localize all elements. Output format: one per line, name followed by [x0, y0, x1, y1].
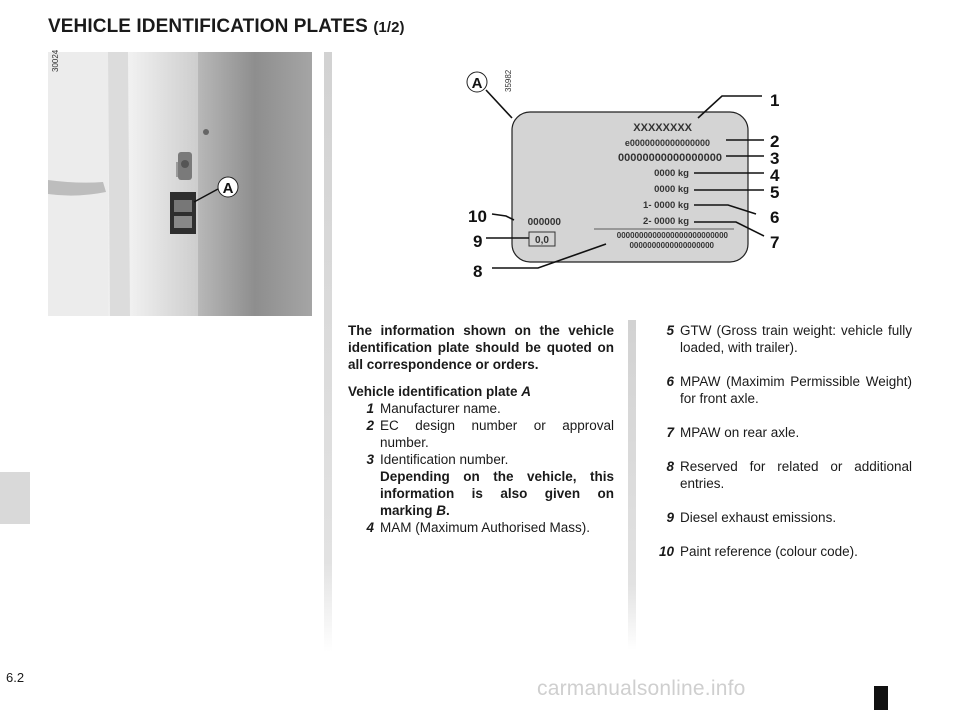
- column-bar-left: [324, 52, 332, 652]
- plate-diagram: [336, 52, 936, 292]
- label-8: 8: [473, 262, 483, 281]
- plate-line-4: 0000 kg: [654, 168, 689, 179]
- column-bar-right: [628, 320, 636, 650]
- plate-line-1: XXXXXXXX: [633, 122, 692, 134]
- plate-line-6: 1- 0000 kg: [643, 200, 689, 211]
- label-10: 10: [468, 207, 487, 226]
- list-item: 4 MAM (Maximum Authorised Mass).: [366, 520, 591, 535]
- list-item: 2 EC design number or approval number.: [366, 418, 614, 450]
- list-item: 3 Identification number. Depending on the vehicle, this information is also given on marking B.: [366, 452, 614, 518]
- plate-line-8a: 0000000000000000000000000: [616, 231, 728, 240]
- right-column: [650, 322, 912, 577]
- list-item: 7 MPAW on rear axle.: [666, 425, 800, 440]
- chapter-tab: [0, 472, 30, 524]
- label-7: 7: [770, 233, 780, 252]
- label-2: 2: [770, 132, 780, 151]
- title-part: (1/2): [373, 19, 405, 36]
- left-column: [348, 322, 614, 536]
- list-item: 10 Paint reference (colour code).: [658, 544, 858, 559]
- intro-text: The information shown on the vehicle identification plate should be quoted on all correspondence or orders.: [348, 323, 614, 372]
- door-pillar-photo: [48, 49, 312, 316]
- watermark: carmanualsonline.info: [537, 677, 746, 700]
- list-item: 1 Manufacturer name.: [366, 401, 501, 416]
- list-item: 9 Diesel exhaust emissions.: [666, 510, 837, 525]
- page-number: 6.2: [6, 670, 25, 685]
- plate-line-2: e0000000000000000: [624, 138, 710, 148]
- door-pillar-illustration: [48, 49, 312, 316]
- list-item: 6 MPAW (Maximim Permissible Weight) for front axle.: [666, 374, 912, 406]
- label-9: 9: [473, 232, 483, 251]
- plate-line-3: 00000000000000000: [617, 152, 722, 164]
- photo-reference-code: 30024: [51, 49, 60, 72]
- title-main: VEHICLE IDENTIFICATION PLATES: [48, 16, 374, 37]
- label-6: 6: [770, 208, 780, 227]
- plate-line-10: 000000: [527, 217, 561, 228]
- bookmark-marker: [874, 686, 888, 710]
- list-item: 8 Reserved for related or additional entries.: [666, 459, 912, 491]
- section-heading: Vehicle identification plate A: [348, 384, 532, 399]
- plate-line-5: 0000 kg: [654, 184, 689, 195]
- label-3: 3: [770, 149, 780, 168]
- page-title: [48, 16, 405, 38]
- heading-ref: A: [521, 384, 532, 399]
- diagram-callout-a: A: [471, 75, 483, 92]
- plate-line-7: 2- 0000 kg: [643, 216, 689, 227]
- diagram-reference-code: 35982: [504, 69, 513, 92]
- label-1: 1: [770, 91, 780, 110]
- label-4: 4: [770, 166, 780, 185]
- plate-line-9: 0,0: [535, 235, 549, 246]
- label-5: 5: [770, 183, 780, 202]
- plate-line-8b: 0000000000000000000: [629, 241, 714, 250]
- photo-callout-a: A: [222, 180, 234, 197]
- list-item: 5 GTW (Gross train weight: vehicle fully loaded, with trailer).: [666, 323, 912, 355]
